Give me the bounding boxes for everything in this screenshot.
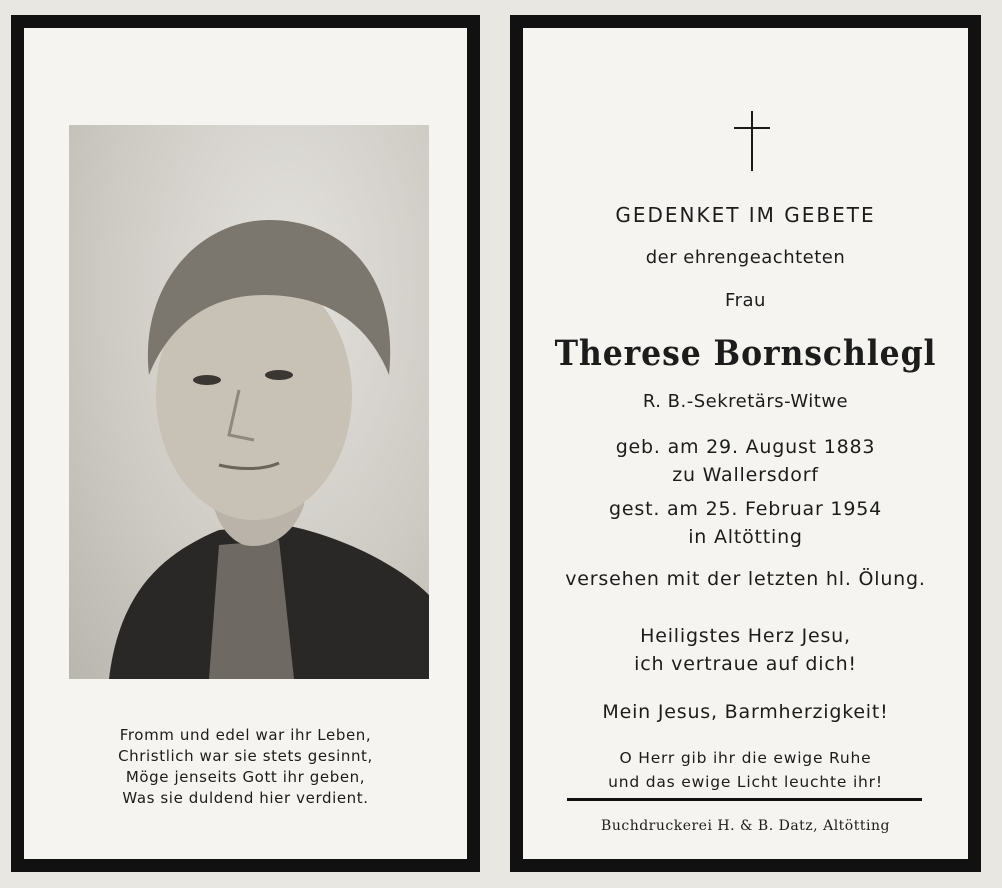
prayer-sacred-heart-line1: Heiligstes Herz Jesu, [640,625,851,647]
printer-imprint: Buchdruckerei H. & B. Datz, Altötting [601,818,890,834]
last-rites-text: versehen mit der letzten hl. Ölung. [565,568,926,590]
birth-place: zu Wallersdorf [672,464,819,486]
death-date: gest. am 25. Februar 1954 [609,498,882,520]
death-place: in Altötting [688,526,803,548]
right-memorial-card [510,15,981,872]
verse-line: Christlich war sie stets gesinnt, [118,747,373,765]
memorial-heading: GEDENKET IM GEBETE [615,203,876,227]
memorial-verse [24,725,467,809]
verse-line: Möge jenseits Gott ihr geben, [125,768,366,786]
prayer-sacred-heart-line2: ich vertraue auf dich! [634,653,857,675]
verse-line: Fromm und edel war ihr Leben, [119,726,372,744]
verse-line: Was sie duldend hier verdient. [122,789,369,807]
left-memorial-card [11,15,480,872]
deceased-name: Therese Bornschlegl [554,333,937,374]
prayer-eternal-rest-line1: O Herr gib ihr die ewige Ruhe [619,749,872,767]
cross-icon [732,111,772,171]
deceased-title: R. B.-Sekretärs-Witwe [642,391,849,412]
salutation: Frau [725,290,766,311]
divider-rule [567,798,922,801]
prayer-mercy: Mein Jesus, Barmherzigkeit! [602,701,889,723]
memorial-subheading: der ehrengeachteten [645,247,846,268]
prayer-eternal-rest-line2: und das ewige Licht leuchte ihr! [608,773,883,791]
birth-date: geb. am 29. August 1883 [615,436,876,458]
portrait-photo [69,125,429,679]
